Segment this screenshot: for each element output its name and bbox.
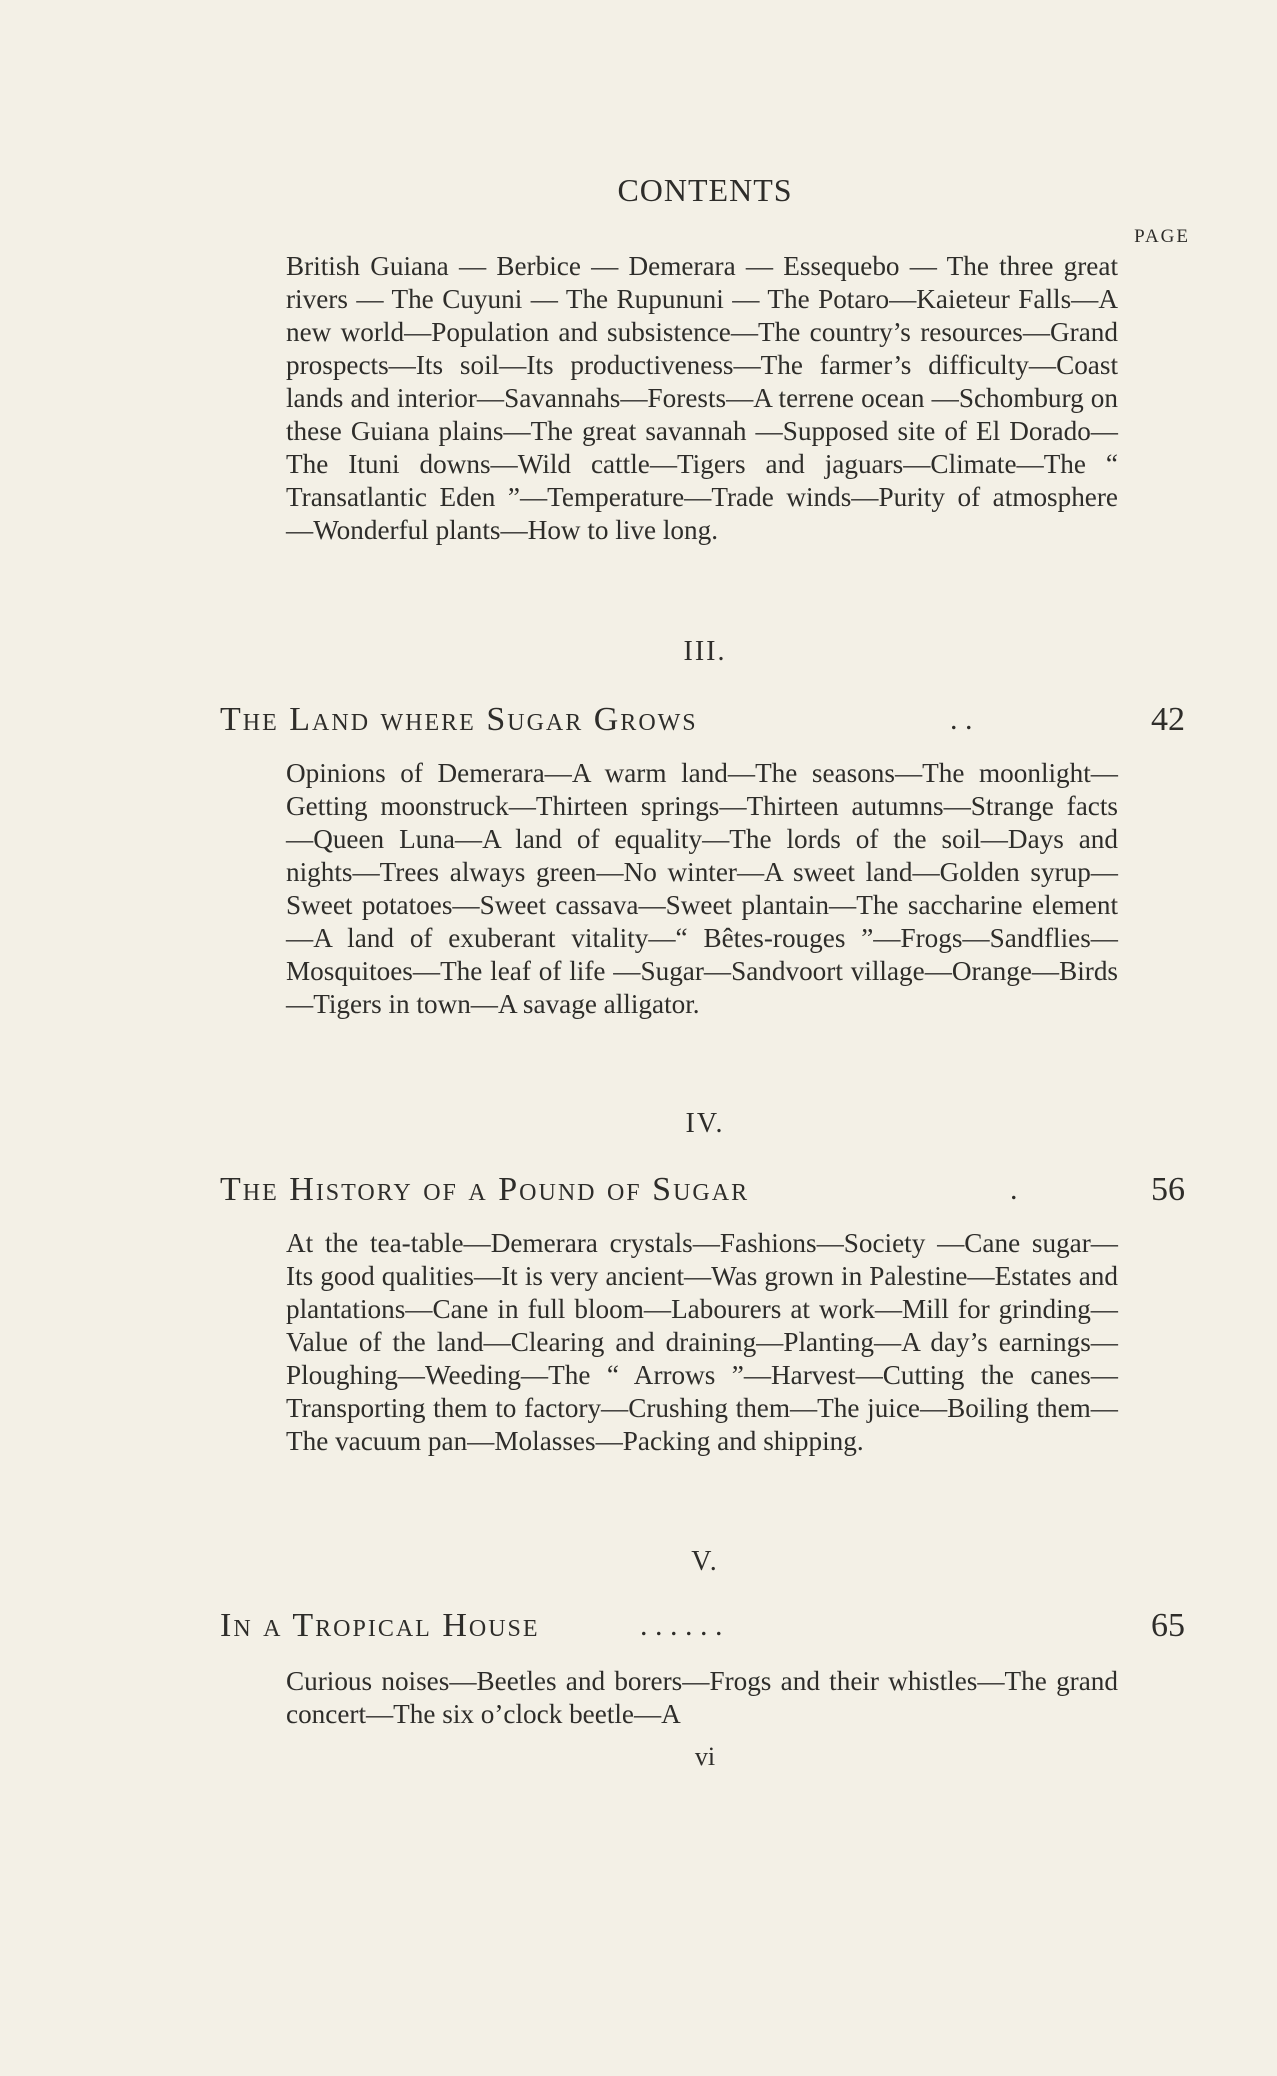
chapter-page-number-iv: 56 <box>1151 1171 1185 1208</box>
chapter-summary-v: Curious noises—Beetles and borers—Frogs and their whistles—The grand concert—The six o’clock beetle—A <box>286 1666 1118 1729</box>
chapter-title-iii: The Land where Sugar Grows <box>220 701 698 738</box>
chapter-number-v: V. <box>691 1546 719 1577</box>
dot-leader: . . <box>950 703 973 736</box>
chapter-page-number-v: 65 <box>1151 1607 1185 1644</box>
chapter-title-v: In a Tropical House <box>220 1607 540 1644</box>
page-column-label: PAGE <box>1134 226 1190 247</box>
chapter-number-iii: III. <box>683 636 727 667</box>
chapter-entry-iv <box>220 1169 1185 1211</box>
chapter-summary-iii: Opinions of Demerara—A warm land—The seasons—The moonlight—Getting moonstruck—Thirteen springs—Thirteen autumns—Strange facts—Queen Luna—A land of equality—The lords of the soil—Days and nights—Trees always green—No winter—A sweet land—Golden syrup—Sweet potatoes—Sweet cassava—Sweet plantain—The saccharine element—A land of exuberant vitality—“ Bêtes-rouges ”—Frogs—Sandflies—Mosquitoes—The leaf of life —Sugar—Sandvoort village—Orange—Birds—Tigers in town—A savage alligator. <box>286 758 1118 1019</box>
chapter-title-iv: The History of a Pound of Sugar <box>220 1171 750 1208</box>
folio-page-number: vi <box>694 1742 716 1771</box>
chapter-summary-intro: British Guiana — Berbice — Demerara — Essequebo — The three great rivers — The Cuyuni — The Rupununi — The Potaro—Kaieteur Falls—A new world—Population and subsistence—The country’s resources—Grand prospects—Its soil—Its productiveness—The farmer’s difficulty—Coast lands and interior—Savannahs—Forests—A terrene ocean —Schomburg on these Guiana plains—The great savannah —Supposed site of El Dorado—The Ituni downs—Wild cattle—Tigers and jaguars—Climate—The “ Transatlantic Eden ”—Temperature—Trade winds—Purity of atmosphere —Wonderful plants—How to live long. <box>286 251 1118 545</box>
chapter-page-number-iii: 42 <box>1151 701 1185 738</box>
dot-leader: . . . . . . <box>640 1609 723 1642</box>
dot-leader: . <box>1010 1173 1018 1206</box>
chapter-entry-v <box>220 1605 1185 1647</box>
running-head: CONTENTS <box>617 172 793 208</box>
chapter-number-iv: IV. <box>685 1108 725 1139</box>
chapter-entry-iii <box>220 699 1185 741</box>
chapter-summary-iv: At the tea-table—Demerara crystals—Fashions—Society —Cane sugar—Its good qualities—It is very ancient—Was grown in Palestine—Estates and plantations—Cane in full bloom—Labourers at work—Mill for grinding—Value of the land—Clearing and draining—Planting—A day’s earnings—Ploughing—Weeding—The “ Arrows ”—Harvest—Cutting the canes—Transporting them to factory—Crushing them—The juice—Boiling them—The vacuum pan—Molasses—Packing and shipping. <box>286 1228 1118 1456</box>
